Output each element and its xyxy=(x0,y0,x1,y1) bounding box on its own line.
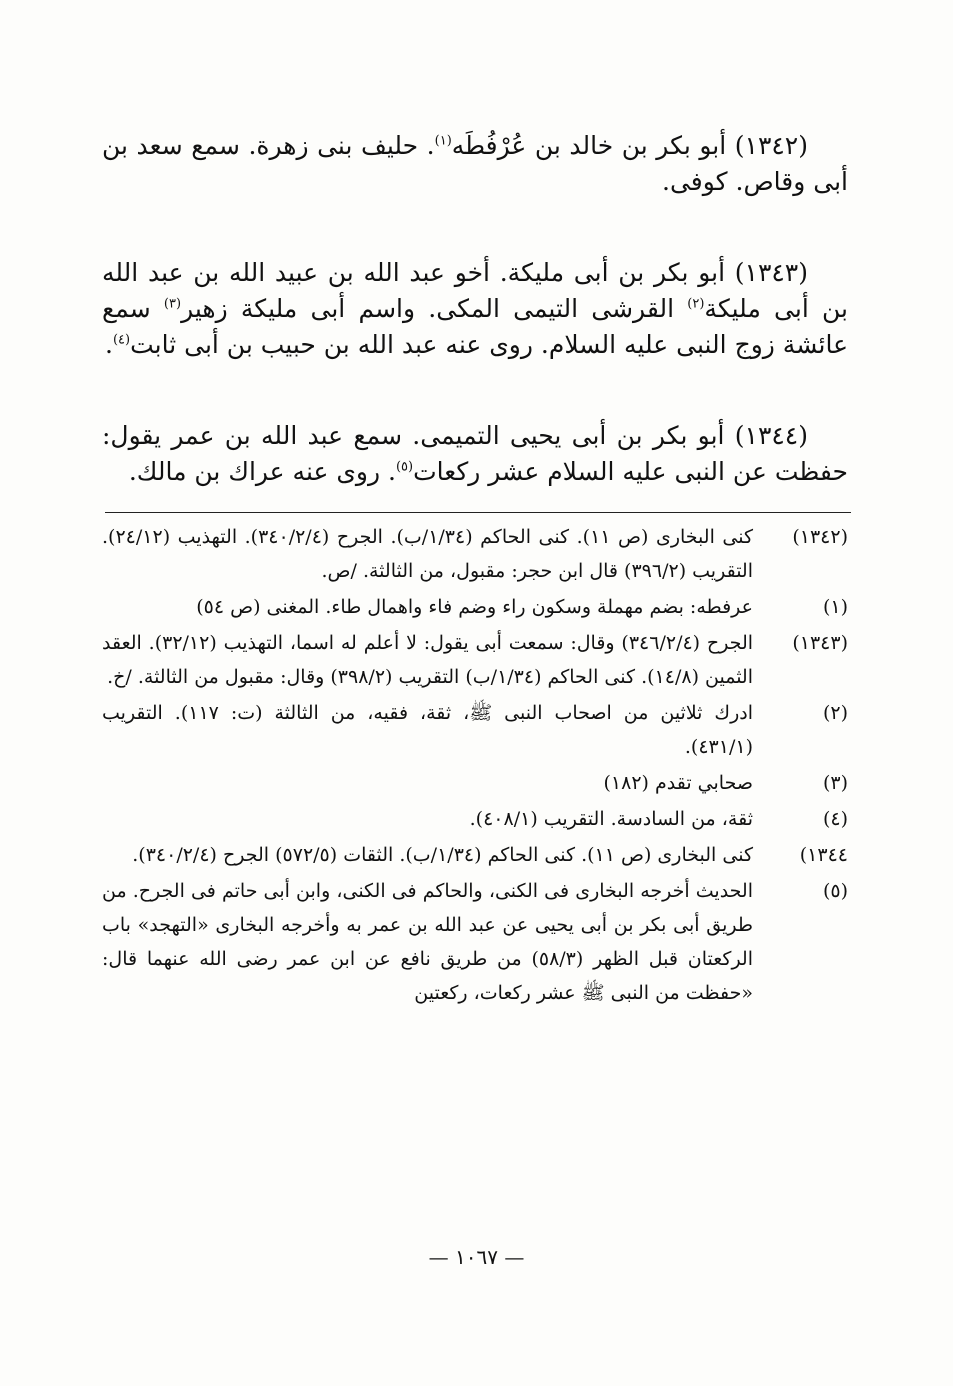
entry-text xyxy=(102,128,848,200)
entry-text-part: سمع عائشة زوج النبى عليه السلام. روى عنه عبد الله بن حبيب بن أبى ثابت xyxy=(102,294,848,359)
entry-text xyxy=(102,418,848,490)
entry-text-part: (١٣٤٢) أبو بكر بن خالد بن عُرْفُطَه xyxy=(451,131,808,160)
footnote-label: (١) xyxy=(822,596,848,618)
footnote-marker: (١) xyxy=(434,133,452,149)
footnote-label: ١٣٤٤) xyxy=(799,844,848,866)
footnote-text: الجرح (٣٤٦/٢/٤) وقال: سمعت أبى يقول: لا أعلم له اسما، التهذيب (٣٢/١٢). العقد الثمين (١٤/٨). كنى الحاكم (١/٣٤/ب) التقريب (٣٩٨/٢) وقال: مقبول من الثالثة. /خ. xyxy=(102,632,754,688)
footnote-item xyxy=(102,874,848,1010)
entry-1344 xyxy=(102,418,848,490)
footnote-marker: (٤) xyxy=(112,332,131,348)
footnote-marker: (٢) xyxy=(687,296,705,312)
entry-text-part: . روى عنه عراك بن مالك. xyxy=(128,457,396,486)
footnotes xyxy=(102,520,848,1012)
entry-text-part: القرشى التيمى المكى. واسم أبى مليكة زهير xyxy=(181,294,688,323)
footnote-label: (٢) xyxy=(822,702,848,724)
footnote-text: عرفطه: بضم مهملة وسكون راء وضم فاء واهمال طاء. المغنى (ص ٥٤) xyxy=(196,596,753,618)
footnote-text: كنى البخارى (ص ١١). كنى الحاكم (١/٣٤/ب). الثقات (٥٧٢/٥) الجرح (٣٤٠/٢/٤). xyxy=(132,844,753,866)
footnote-item xyxy=(102,766,848,800)
footnote-marker: (٣) xyxy=(163,296,182,312)
entry-text-part: . حليف بنى زهرة. سمع سعد بن أبى وقاص. كوفى. xyxy=(102,131,848,196)
footnote-marker: (٥) xyxy=(395,459,414,475)
footnote-item xyxy=(102,626,848,694)
footnote-text: الحديث أخرجه البخارى فى الكنى، والحاكم فى الكنى، وابن أبى حاتم فى الجرح. من طريق أبى بكر بن أبى يحيى عن عبد الله بن عمر به وأخرجه البخارى «التهجد» باب الركعتان قبل الظهر (٥٨/٣) من طريق نافع عن ابن عمر رضى الله عنهما قال: «حفظت من النبى ﷺ عشر ركعات، ركعتين xyxy=(102,880,753,1004)
footnote-item xyxy=(102,590,848,624)
page-number: — ١٠٦٧ — xyxy=(428,1245,525,1269)
entry-text-part: (١٣٤٤) أبو بكر بن أبى يحيى التميمى. سمع عبد الله بن عمر يقول: حفظت عن النبى عليه السلام عشر ركعات xyxy=(102,421,848,486)
entry-text-part: . xyxy=(104,330,113,359)
entry-text xyxy=(102,255,848,363)
entry-1343 xyxy=(102,255,848,363)
footnote-label: (٣) xyxy=(822,772,848,794)
footnote-text: كنى البخارى (ص ١١). كنى الحاكم (١/٣٤/ب). الجرح (٣٤٠/٢/٤). التهذيب (٢٤/١٢). التقريب (٣٩٦/٢) قال ابن حجر: مقبول، من الثالثة. /ص. xyxy=(102,526,753,582)
footnote-item xyxy=(102,520,848,588)
footnote-item xyxy=(102,838,848,872)
footnote-text: ثقة، من السادسة. التقريب (٤٠٨/١). xyxy=(469,808,753,830)
entry-text-part: (١٣٤٣) أبو بكر بن أبى مليكة. أخو عبد الله بن عبيد الله بن عبد الله بن أبى مليكة xyxy=(102,258,849,323)
footnote-label: (٤) xyxy=(822,808,848,830)
footnote-label: (٥) xyxy=(822,880,848,902)
footnote-text: ادرك ثلاثين من اصحاب النبى ﷺ، ثقة، فقيه، من الثالثة (ت: ١١٧). التقريب (٤٣١/١). xyxy=(102,702,753,758)
footnote-item xyxy=(102,696,848,764)
footnote-text: صحابي تقدم (١٨٢) xyxy=(603,772,753,794)
footnote-item xyxy=(102,802,848,836)
entry-1342 xyxy=(102,128,848,200)
footnote-label: (١٣٤٢) xyxy=(792,526,848,548)
footnote-label: (١٣٤٣) xyxy=(792,632,848,654)
footnote-divider xyxy=(105,512,851,513)
